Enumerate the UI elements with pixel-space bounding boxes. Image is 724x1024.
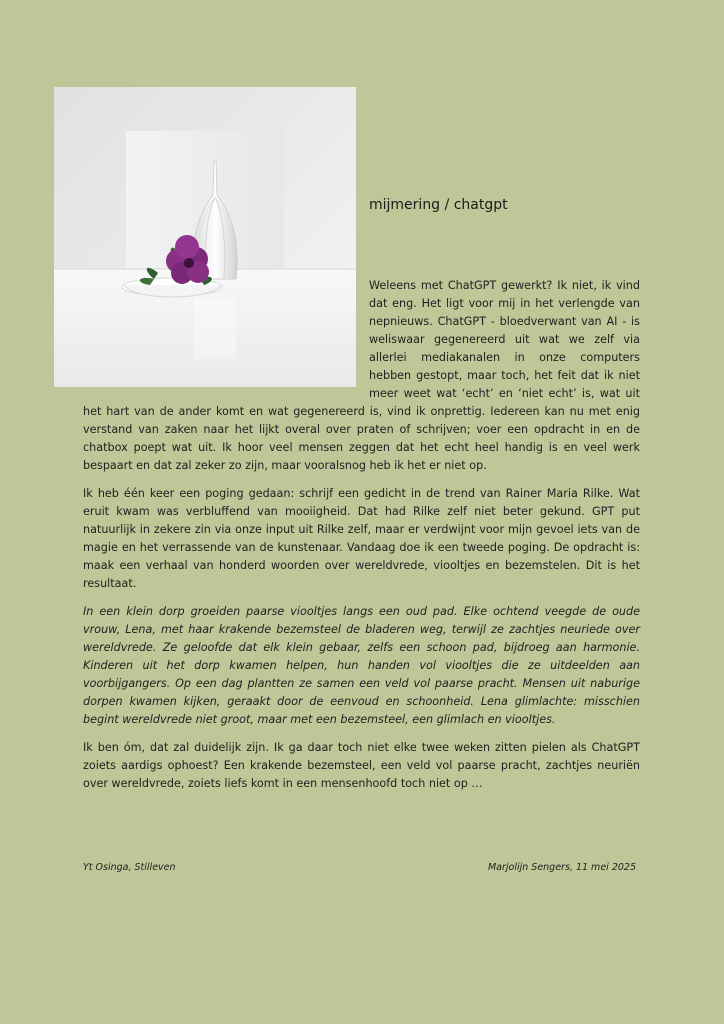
author-date: Marjolijn Sengers, 11 mei 2025	[487, 862, 636, 873]
photo-wrap-spacer	[83, 277, 369, 387]
paragraph-rilke: Ik heb één keer een poging gedaan: schrijf een gedicht in de trend van Rainer Maria Rilke. Wat eruit kwam was verbluffend van mooiigheid. Dat had Rilke zelf niet beter gekund. GPT put natuurlijk in zekere zin via onze input uit Rilke zelf, maar er verdwijnt voor mijn gevoel iets van de magie en het verrassende van de kunstenaar. Vandaag doe ik een tweede poging. De opdracht is: maak een verhaal van honderd woorden over wereldvrede, viooltjes en bezemstelen. Dit is het resultaat.	[83, 487, 640, 590]
article-title: mijmering / chatgpt	[369, 197, 508, 213]
paragraph-intro: Weleens met ChatGPT gewerkt? Ik niet, ik vind dat eng. Het ligt voor mij in het verlengde van nepnieuws. ChatGPT - bloedverwant van AI - is weliswaar gegenereerd uit wat we zelf via allerlei mediakanalen in onze computers hebben gestopt, maar toch, het feit dat ik niet meer weet wat ‘echt’ en ‘niet echt’ is, wat uit het hart van de ander komt en wat gegenereerd is, vind ik onprettig. Iedereen kan nu met enig verstand van zaken naar het lijkt overal over praten of schrijven; voer een opdracht in en de chatbox poept wat uit. Ik hoor veel mensen zeggen dat het echt heel handig is en veel werk bespaart en dat zal zeker zo zijn, maar vooralsnog heb ik het er niet op.	[83, 279, 640, 472]
paragraph-story: In een klein dorp groeiden paarse viooltjes langs een oud pad. Elke ochtend veegde de oude vrouw, Lena, met haar krakende bezemsteel de bladeren weg, terwijl ze zachtjes neuriede over wereldvrede. Ze geloofde dat elk klein gebaar, zelfs een schoon pad, bijdroeg aan harmonie. Kinderen uit het dorp kwamen helpen, hun handen vol viooltjes die ze uitdeelden aan voorbijgangers. Op een dag plantten ze samen een veld vol paarse pracht. Mensen uit naburige dorpen kwamen kijken, geraakt door de eenvoud en schoonheid. Lena glimlachte: misschien begint wereldvrede niet groot, maar met een bezemsteel, een glimlach en viooltjes.	[83, 605, 640, 726]
photo-credit: Yt Osinga, Stilleven	[83, 862, 176, 873]
article-body	[83, 277, 640, 803]
paragraph-conclusion: Ik ben óm, dat zal duidelijk zijn. Ik ga daar toch niet elke twee weken zitten pielen als ChatGPT zoiets aardigs ophoest? Een krakende bezemsteel, een veld vol paarse pracht, zachtjes neuriën over wereldvrede, zoiets liefs komt in een mensenhoofd toch niet op …	[83, 741, 640, 790]
